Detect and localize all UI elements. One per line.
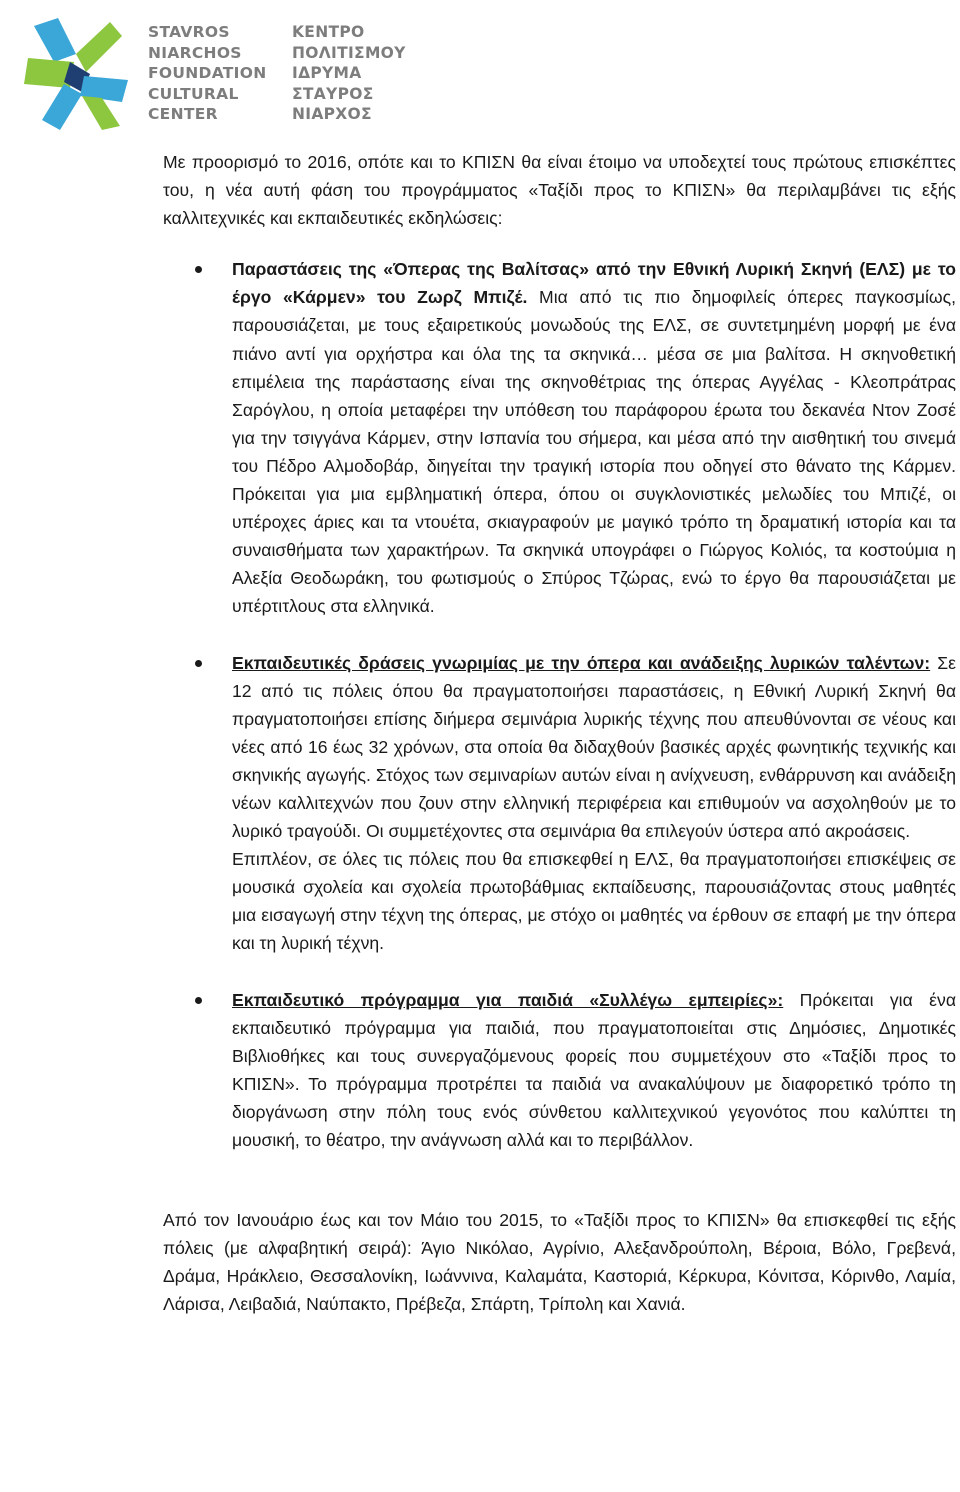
logo-english-text — [148, 22, 266, 125]
list-item-children-program — [163, 986, 956, 1155]
logo-line: ΝΙΑΡΧΟΣ — [292, 105, 372, 123]
list-item-lead: Παραστάσεις της «Όπερας της Βαλίτσας» από την Εθνική Λυρική Σκηνή (ΕΛΣ) με το έργο «Κάρμεν» του Ζωρζ Μπιζέ. — [232, 259, 956, 308]
list-item-text — [232, 649, 956, 846]
logo-line: NIARCHOS — [148, 43, 242, 62]
logo-greek-text — [292, 22, 406, 125]
bullet-icon — [195, 660, 202, 667]
list-item-extra: Επιπλέον, σε όλες τις πόλεις που θα επισκεφθεί η ΕΛΣ, θα πραγματοποιήσει επισκέψεις σε μουσικά σχολεία και σχολεία πρωτοβάθμιας εκπαίδευσης, παρουσιάζοντας στους μαθητές μια εισαγωγή στην τέχνη της όπερας, με στόχο οι μαθητές να έρθουν σε επαφή με την όπερα και τη λυρική τέχνη. — [232, 849, 956, 954]
logo-line: ΚΕΝΤΡΟ — [292, 23, 365, 41]
list-item-body: Μια από τις πιο δημοφιλείς όπερες παγκοσμίως, παρουσιάζεται, με τους εξαιρετικούς μονωδούς της ΕΛΣ, σε συντετμημένη μορφή με ένα πιάνο αντί για ορχήστρα και όλα της τα σκηνικά… μέσα σε μια βαλίτσα. Η σκηνοθετική επιμέλεια της παράστασης είναι της σκηνοθέτριας της όπερας Αγγέλας - Κλεοπράτρας Σαρόγλου, η οποία μεταφέρει την υπόθεση του παράφορου έρωτα του δεκανέα Ντον Ζοσέ για την τσιγγάνα Κάρμεν, στην Ισπανία του σήμερα, και μέσα από την αισθητική του σινεμά του Πέδρο Αλμοδοβάρ, διηγείται την τραγική ιστορία που οδηγεί στο θάνατο της Κάρμεν. Πρόκειται για μια εμβληματική όπερα, όπου οι συγκλονιστικές μελωδίες του Μπιζέ, οι υπέροχες άριες και τα ντουέτα, σκιαγραφούν με μαγικό τρόπο τη δραματική ιστορία και τα συναισθήματα των χαρακτήρων. Τα σκηνικά υπογράφει ο Γιώργος Κολιός, τα κοστούμια η Αλεξία Θεοδωράκη, του φωτισμούς ο Σπύρος Τζώρας, ενώ το έργο θα παρουσιάζεται με υπέρτιτλους στα ελληνικά. — [232, 287, 956, 617]
list-item-education — [163, 649, 956, 958]
bullet-icon — [195, 997, 202, 1004]
logo-line: ΣΤΑΥΡΟΣ — [292, 84, 374, 103]
list-item-text — [232, 255, 956, 620]
list-item-lead: Εκπαιδευτικό πρόγραμμα για παιδιά «Συλλέγω εμπειρίες»: — [232, 989, 784, 1010]
cities-paragraph: Από τον Ιανουάριο έως και τον Μάιο του 2015, το «Ταξίδι προς το ΚΠΙΣΝ» θα επισκεφθεί τις εξής πόλεις (με αλφαβητική σειρά): Άγιο Νικόλαο, Αγρίνιο, Αλεξανδρούπολη, Βέροια, Βόλο, Γρεβενά, Δράμα, Ηράκλειο, Θεσσαλονίκη, Ιωάννινα, Καλαμάτα, Καστοριά, Κέρκυρα, Κόνιτσα, Κόρινθο, Λαμία, Λάρισα, Λειβαδιά, Ναύπακτο, Πρέβεζα, Σπάρτη, Τρίπολη και Χανιά. — [163, 1210, 956, 1315]
logo-line: CENTER — [148, 105, 218, 123]
snfcc-logo — [0, 0, 420, 145]
bullet-icon — [195, 266, 202, 273]
logo-line: CULTURAL — [148, 84, 239, 103]
intro-paragraph: Με προορισμό το 2016, οπότε και το ΚΠΙΣΝ θα είναι έτοιμο να υποδεχτεί τους πρώτους επισκέπτες του, η νέα αυτή φάση του προγράμματος «Ταξίδι προς το ΚΠΙΣΝ» θα περιλαμβάνει τις εξής καλλιτεχνικές και εκπαιδευτικές εκδηλώσεις: — [163, 152, 956, 229]
list-item-body: Πρόκειται για ένα εκπαιδευτικό πρόγραμμα για παιδιά, που πραγματοποιείται στις Δημόσιες, Δημοτικές Βιβλιοθήκες και τους συνεργαζόμενους φορείς που συμμετέχουν στο «Ταξίδι προς το ΚΠΙΣΝ». Το πρόγραμμα προτρέπει τα παιδιά να ανακαλύψουν με διαφορετικό τρόπο τη διοργάνωση στην πόλη τους ενός σύνθετου καλλιτεχνικού γεγονότος που καλύπτει τη μουσική, το θέατρο, την ανάγνωση αλλά και το περιβάλλον. — [232, 989, 956, 1150]
logo-line: ΠΟΛΙΤΙΣΜΟΥ — [292, 43, 406, 62]
list-item-body: Σε 12 από τις πόλεις όπου θα πραγματοποιήσει παραστάσεις, η Εθνική Λυρική Σκηνή θα πραγματοποιήσει επίσης διήμερα σεμινάρια λυρικής τέχνης που απευθύνονται σε νέους και νέες από 16 έως 32 χρόνων, στα οποία θα διδαχθούν βασικές αρχές φωνητικής τεχνικής και σκηνικής αγωγής. Στόχος των σεμιναρίων αυτών είναι η ανίχνευση, ενθάρρυνση και ανάδειξη νέων καλλιτεχνών που ζουν στην ελληνική περιφέρεια και επιθυμούν να ασχοληθούν με το λυρικό τραγούδι. Οι συμμετέχοντες στα σεμινάρια θα επιλεγούν ύστερα από ακροάσεις. — [232, 652, 957, 842]
list-item-opera — [163, 255, 956, 620]
logo-line: ΙΔΡΥΜΑ — [292, 64, 362, 82]
events-list — [163, 255, 956, 1154]
logo-line: STAVROS — [148, 23, 230, 41]
snfcc-logo-mark-icon — [24, 18, 130, 130]
document-body — [163, 148, 956, 1318]
list-item-lead: Εκπαιδευτικές δράσεις γνωριμίας με την όπερα και ανάδειξης λυρικών ταλέντων: — [232, 652, 931, 673]
logo-line: FOUNDATION — [148, 64, 267, 82]
list-item-text — [232, 986, 956, 1155]
